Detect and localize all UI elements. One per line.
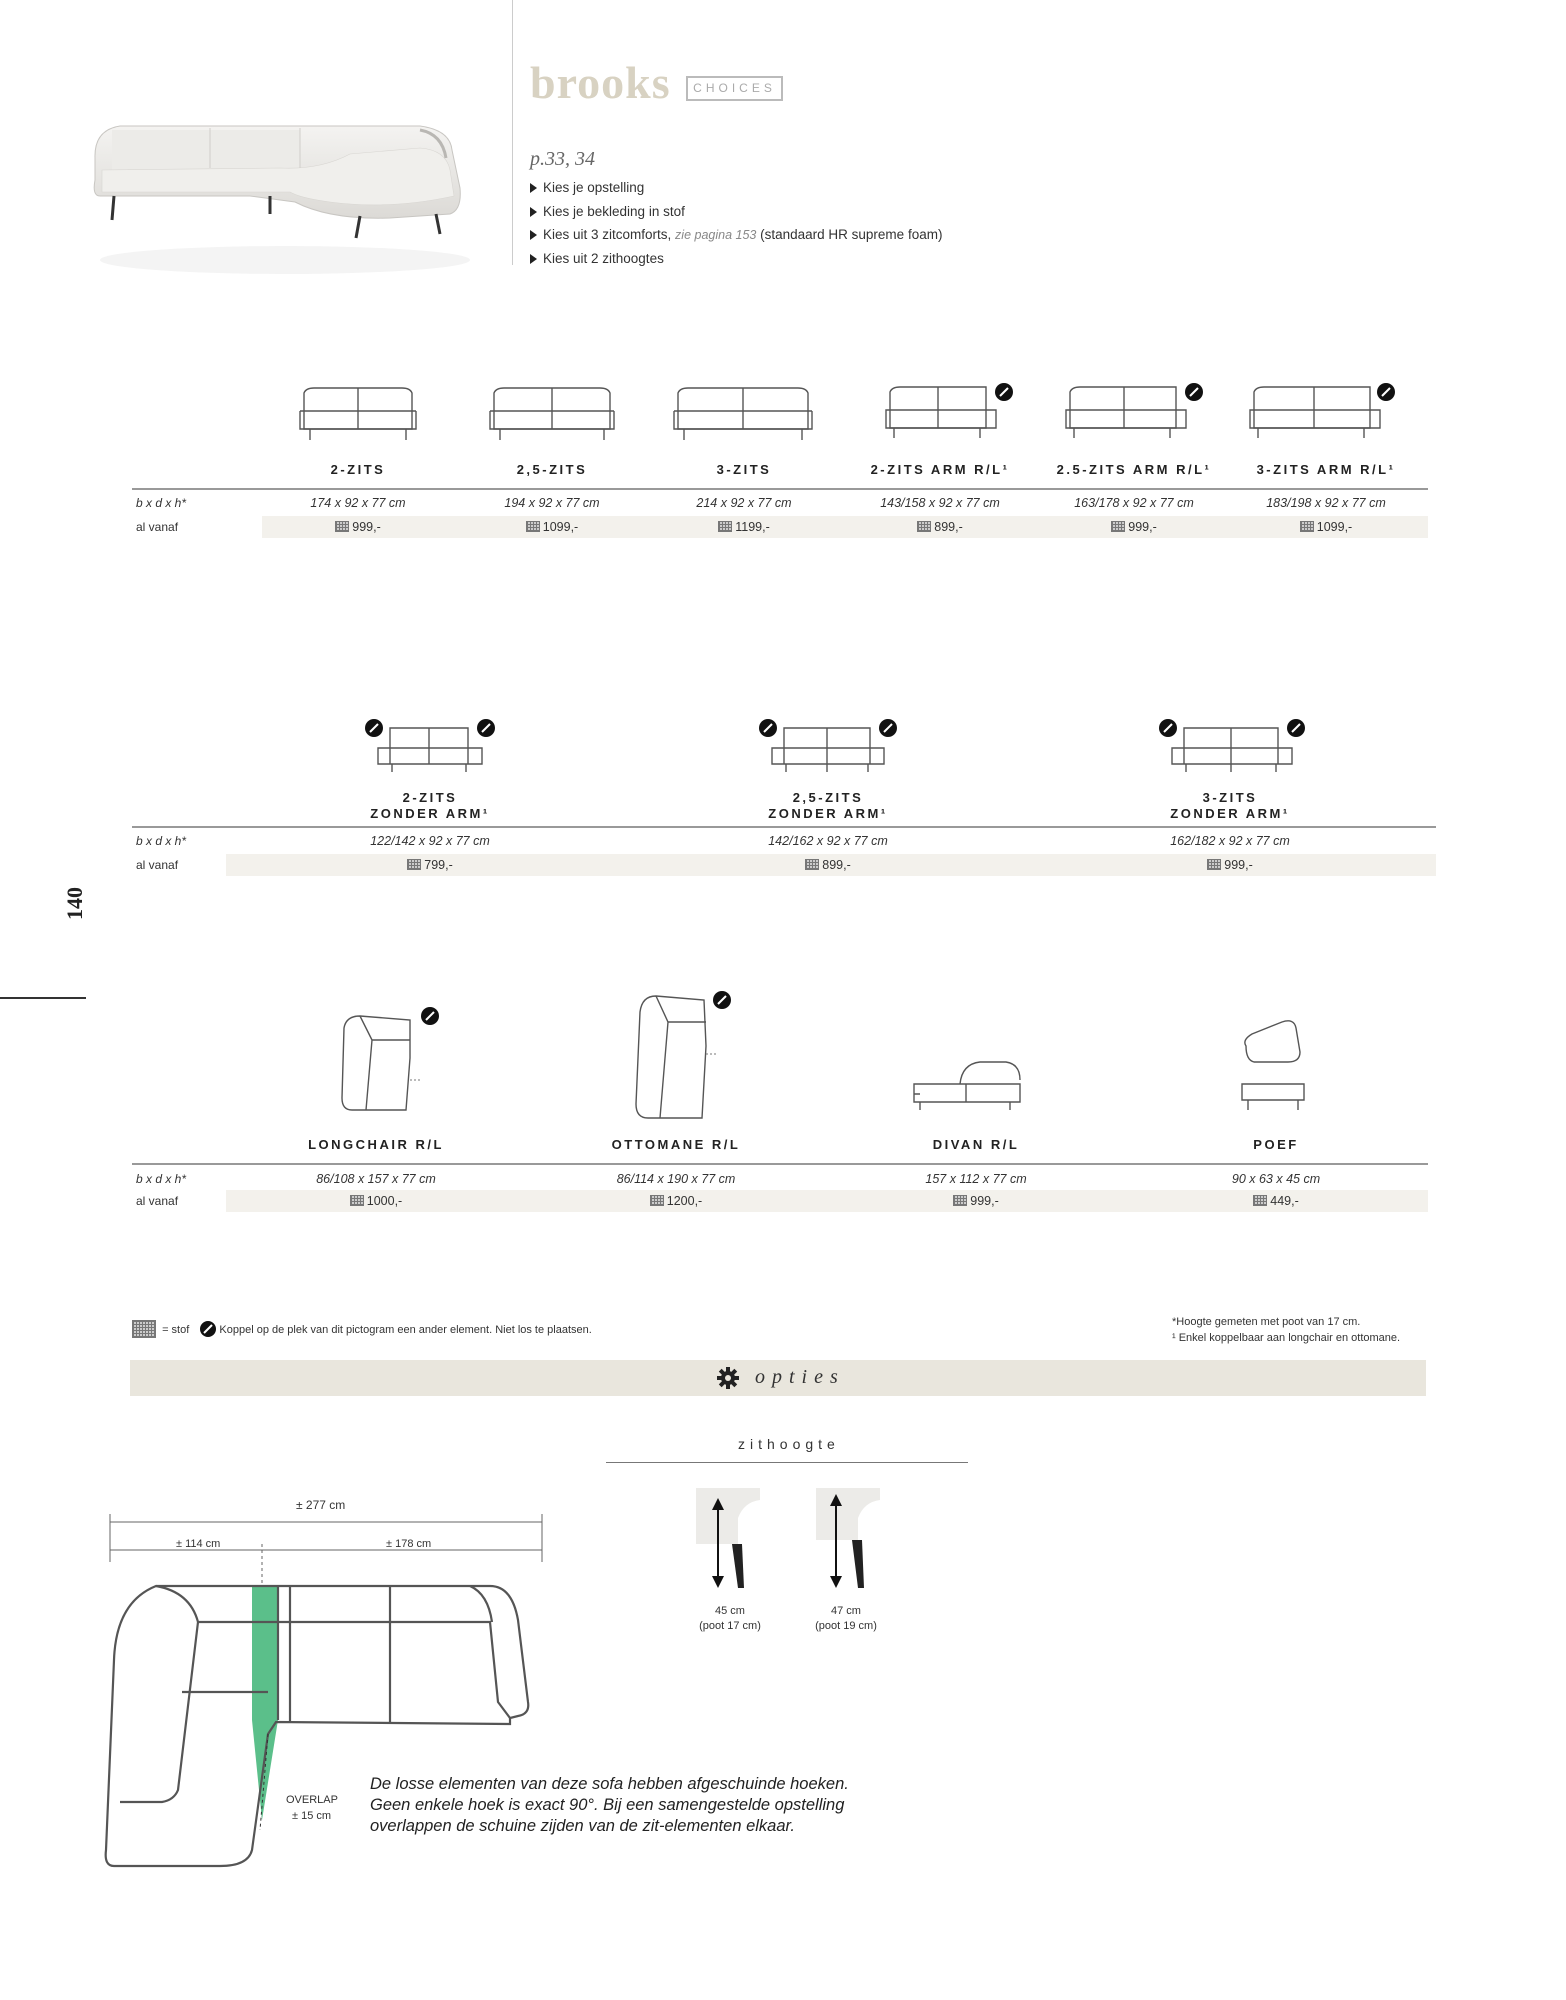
seat-height-47-icon: [814, 1488, 884, 1594]
options-title: opties: [755, 1366, 845, 1388]
dims-label: b x d x h*: [136, 834, 187, 848]
sofa-3zits-zonder-arm-icon: [1156, 718, 1308, 778]
overlap-label: OVERLAP: [286, 1794, 338, 1806]
sofa-3zits-icon: [670, 385, 816, 445]
dims-label: b x d x h*: [136, 496, 187, 510]
sofa-25zits-zonder-arm-icon: [756, 718, 900, 778]
fabric-icon: [718, 521, 732, 532]
dims-value: 142/162 x 92 x 77 cm: [768, 834, 888, 848]
fabric-icon: [1111, 521, 1125, 532]
legend: = stof Koppel op de plek van dit pictogram een ander element. Niet los te plaatsen.: [132, 1320, 592, 1338]
product-name: 2,5-ZITS: [516, 462, 588, 477]
sofa-25zits-icon: [486, 385, 618, 445]
sofa-3zits-arm-icon: [1244, 378, 1400, 444]
options-list: [530, 176, 942, 270]
footnotes: *Hoogte gemeten met poot van 17 cm. ¹ Enkel koppelbaar aan longchair en ottomane.: [1172, 1316, 1401, 1344]
dims-value: 162/182 x 92 x 77 cm: [1170, 834, 1290, 848]
price-value: 1199,-: [666, 520, 822, 534]
link-icon: [200, 1321, 216, 1337]
fabric-icon: [407, 859, 421, 870]
product-name: 2-ZITS: [330, 462, 386, 477]
table-rule: [132, 1163, 1428, 1165]
seat-height-title: zithoogte: [738, 1436, 840, 1452]
list-item: Kies uit 3 zitcomforts, zie pagina 153 (standaard HR supreme foam): [530, 223, 942, 247]
page-reference: p.33, 34: [530, 148, 595, 170]
seat-height-caption: 47 cm (poot 19 cm): [815, 1605, 877, 1632]
product-name: 3-ZITS ARM R/L¹: [1256, 462, 1396, 477]
overlap-value: ± 15 cm: [292, 1810, 332, 1822]
price-value: 899,-: [852, 520, 1028, 534]
price-label: al vanaf: [136, 520, 179, 534]
poef-icon: [1238, 1016, 1310, 1116]
choices-badge: CHOICES: [686, 76, 783, 101]
dims-value: 194 x 92 x 77 cm: [504, 496, 600, 510]
product-name: 2-ZITS ARM R/L¹: [870, 462, 1010, 477]
diagram-note: De losse elementen van deze sofa hebben afgeschuinde hoeken. Geen enkele hoek is exact 90°. Bij een samengestelde opstelling overlappen de schuine zijden van de zit-elementen elkaar.: [370, 1775, 849, 1835]
page-number: 140: [62, 887, 87, 920]
sofa-25zits-arm-icon: [1060, 378, 1210, 444]
fabric-icon: [650, 1195, 664, 1206]
price-value: 999,-: [876, 1194, 1076, 1208]
product-name: LONGCHAIR R/L: [308, 1137, 444, 1152]
product-name: DIVAN R/L: [932, 1137, 1020, 1152]
fabric-icon: [526, 521, 540, 532]
price-value: 899,-: [718, 858, 938, 872]
dims-value: 157 x 112 x 77 cm: [925, 1172, 1027, 1186]
price-value: 999,-: [1046, 520, 1222, 534]
divan-icon: [910, 1054, 1026, 1120]
seat-height-rule: [606, 1462, 968, 1463]
fabric-icon: [335, 521, 349, 532]
gear-icon: [716, 1366, 740, 1390]
price-value: 1099,-: [474, 520, 630, 534]
fabric-icon: [917, 521, 931, 532]
dims-value: 86/114 x 190 x 77 cm: [616, 1172, 736, 1186]
dims-value: 214 x 92 x 77 cm: [696, 496, 792, 510]
price-label: al vanaf: [136, 1194, 179, 1208]
product-name: 2-ZITS ZONDER ARM¹: [370, 790, 490, 821]
brand-title: brooks: [530, 57, 671, 108]
product-name: 3-ZITS: [716, 462, 772, 477]
price-value: 1000,-: [276, 1194, 476, 1208]
fabric-icon: [1253, 1195, 1267, 1206]
sofa-2zits-icon: [296, 385, 420, 445]
dims-value: 163/178 x 92 x 77 cm: [1074, 496, 1194, 510]
price-value: 449,-: [1176, 1194, 1376, 1208]
dim-left: ± 114 cm: [176, 1538, 221, 1550]
fabric-icon: [953, 1195, 967, 1206]
fabric-icon: [1300, 521, 1314, 532]
table-rule: [132, 826, 1436, 828]
dims-value: 183/198 x 92 x 77 cm: [1266, 496, 1386, 510]
product-name: 2.5-ZITS ARM R/L¹: [1056, 462, 1212, 477]
price-value: 1200,-: [576, 1194, 776, 1208]
sofa-2zits-zonder-arm-icon: [362, 718, 498, 778]
fabric-icon: [132, 1320, 156, 1338]
fabric-icon: [1207, 859, 1221, 870]
seat-height-caption: 45 cm (poot 17 cm): [699, 1605, 761, 1632]
price-value: 1099,-: [1238, 520, 1414, 534]
table-rule: [132, 488, 1428, 490]
page-number-rule: [0, 997, 86, 999]
product-name: OTTOMANE R/L: [611, 1137, 741, 1152]
product-name: 3-ZITS ZONDER ARM¹: [1170, 790, 1290, 821]
product-photo: [90, 110, 475, 280]
dims-value: 122/142 x 92 x 77 cm: [370, 834, 490, 848]
dim-right: ± 178 cm: [386, 1538, 432, 1550]
dims-value: 86/108 x 157 x 77 cm: [316, 1172, 436, 1186]
price-value: 999,-: [280, 520, 436, 534]
longchair-icon: [330, 1000, 450, 1120]
ottomane-icon: [626, 986, 746, 1126]
price-value: 999,-: [1120, 858, 1340, 872]
fabric-icon: [350, 1195, 364, 1206]
dim-total: ± 277 cm: [296, 1498, 346, 1512]
fabric-icon: [805, 859, 819, 870]
header-divider: [512, 0, 513, 265]
dims-value: 174 x 92 x 77 cm: [310, 496, 406, 510]
price-value: 799,-: [320, 858, 540, 872]
product-name: 2,5-ZITS ZONDER ARM¹: [768, 790, 888, 821]
dims-label: b x d x h*: [136, 1172, 187, 1186]
seat-height-45-icon: [694, 1488, 764, 1594]
list-item: Kies je bekleding in stof: [530, 200, 942, 224]
list-item: Kies uit 2 zithoogtes: [530, 247, 942, 271]
price-label: al vanaf: [136, 858, 179, 872]
dims-value: 143/158 x 92 x 77 cm: [880, 496, 1000, 510]
list-item: Kies je opstelling: [530, 176, 942, 200]
product-name: POEF: [1253, 1137, 1299, 1152]
dims-value: 90 x 63 x 45 cm: [1231, 1172, 1321, 1186]
sofa-2zits-arm-icon: [880, 378, 1020, 444]
